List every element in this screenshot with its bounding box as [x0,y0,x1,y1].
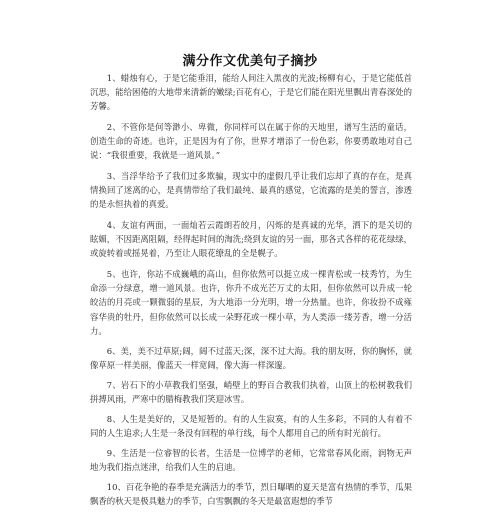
document-title: 满分作文优美句子摘抄 [182,54,318,69]
paragraph-1: 1、蜡烛有心，于是它能垂泪，能给人间注入黑夜的光波;杨柳有心，于是它能低首沉思，能给困倦的大地带来清新的嫩绿;百花有心，于是它们能在阳光里飘出青春深处的芳馨。 [90,73,412,112]
paragraph-9: 9、生活是一位睿智的长者，生活是一位博学的老师，它常常春风化雨，润物无声地为我们指点迷津，给我们人生的启迪。 [90,448,412,473]
paragraph-10: 10、百花争艳的春季是充满活力的季节，烈日曝晒的夏天是富有热情的季节，瓜果飘香的秋天是极具魅力的季节，白雪飘飘的冬天是最富遐想的季节 [90,482,412,507]
paragraph-5: 5、也许，你站不成巍峨的高山，但你依然可以挺立成一棵青松或一枝秀竹，为生命添一分绿意，增一道风景。也许，你升不成光芒万丈的太阳，但你依然可以升成一轮皎洁的月亮或一颗微弱的星辰，为大地添一分光明，增一分热量。也许，你妆扮不成雍容华贵的牡丹，但你依然可以长成一朵野花或一棵小草，为人类添一缕芳香，增一分活力。 [90,269,412,336]
paragraph-4: 4、友谊有两面，一面灿若云霞朗若皎月，闪烁的是真诚的光华，洒下的是关切的眩媚，不因距离阻隔，经得起时间的淘洗;绕到友谊的另一面，那各式各样的花花绿绿，或旋转着或摇晃着，乃至让人眼花缭乱的全是幌子。 [90,220,412,259]
paragraph-7: 7、岩石下的小草教我们坚强，峭壁上的野百合教我们执着，山顶上的松树教我们拼搏风雨，严寒中的腊梅教我们笑迎冰雪。 [90,380,412,405]
paragraph-8: 8、人生是美好的，又是短暂的。有的人生寂寞，有的人生多彩，不同的人有着不同的人生追求;人生是一条没有回程的单行线，每个人都用自己的所有时光前行。 [90,414,412,439]
paragraph-6: 6、美，美不过草原;阔，阔不过蓝天;深，深不过大海。我的朋友呀，你的胸怀，就像草原一样美丽，像蓝天一样宽阔，像大海一样深邃。 [90,346,412,371]
paragraph-3: 3、当浮华给予了我们过多欺骗，现实中的虚假几乎让我们忘却了真的存在，是真情换回了迷离的心，是真情带给了我们最纯、最真的感觉，它流露的是美的誓言，渗透的是永恒执着的真爱。 [90,171,412,210]
paragraph-2: 2、不管你是何等渺小、卑微，你同样可以在属于你的天地里，谱写生活的童话，创造生命的奇迹。也许，正是因为有了你，世界才增添了一份色彩，你要勇敢地对自己说：“我很重要，我就是一道风景。” [90,122,412,161]
